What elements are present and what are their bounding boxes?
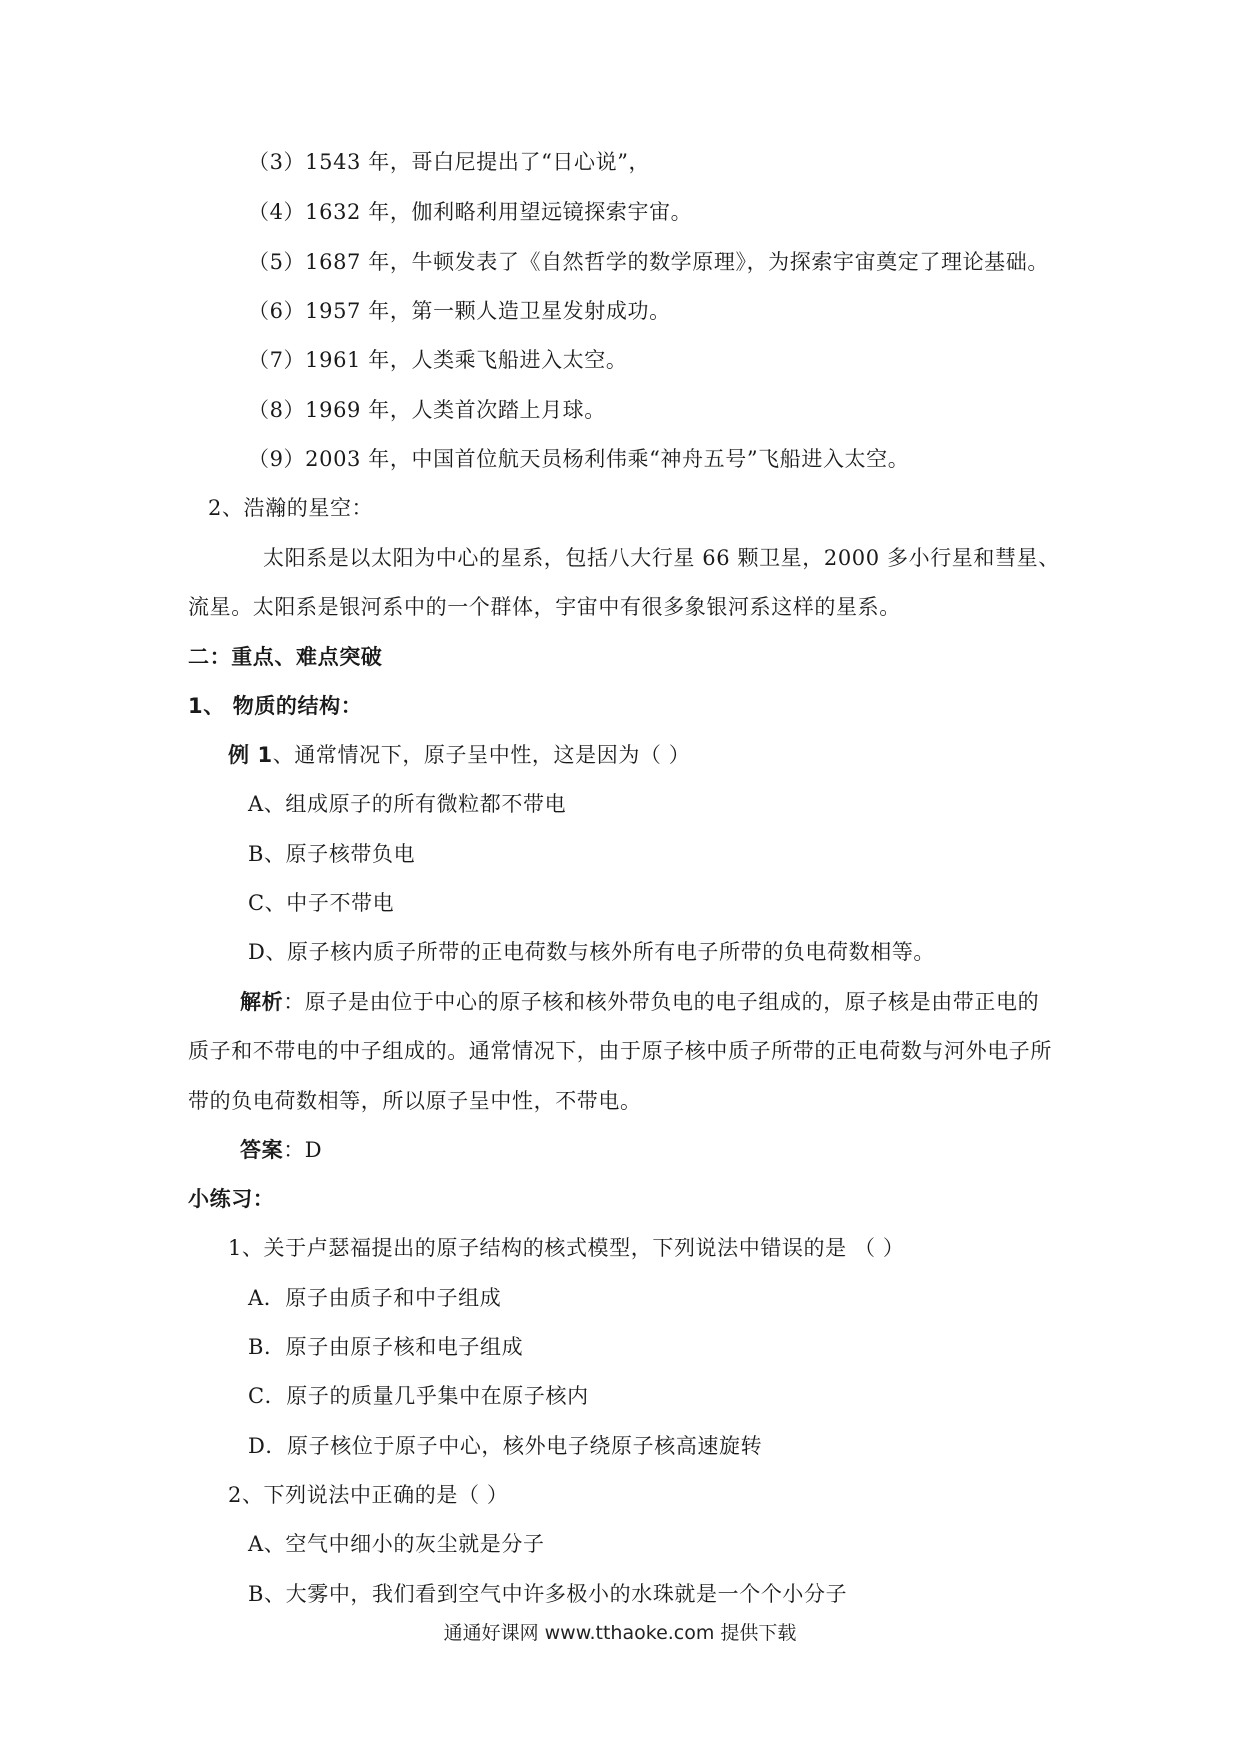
practice-option: D．原子核位于原子中心，核外电子绕原子核高速旋转 bbox=[248, 1434, 763, 1458]
analysis-line: 质子和不带电的中子组成的。通常情况下，由于原子核中质子所带的正电荷数与河外电子所 bbox=[188, 1039, 1052, 1063]
analysis-line bbox=[240, 988, 1039, 1016]
answer-value: ：D bbox=[283, 1138, 323, 1162]
example-option: A、组成原子的所有微粒都不带电 bbox=[248, 792, 567, 816]
history-item: （5）1687 年，牛顿发表了《自然哲学的数学原理》，为探索宇宙奠定了理论基础。 bbox=[248, 250, 1049, 274]
practice-question: 1、关于卢瑟福提出的原子结构的核式模型，下列说法中错误的是 （ ） bbox=[228, 1236, 905, 1260]
example-question bbox=[228, 741, 690, 769]
starry-sky-paragraph-line: 流星。太阳系是银河系中的一个群体，宇宙中有很多象银河系这样的星系。 bbox=[188, 595, 901, 619]
analysis-line: 带的负电荷数相等，所以原子呈中性，不带电。 bbox=[188, 1089, 642, 1113]
analysis-label: 解析 bbox=[240, 990, 284, 1014]
history-item: （8）1969 年，人类首次踏上月球。 bbox=[248, 398, 606, 422]
practice-option: A．原子由质子和中子组成 bbox=[248, 1286, 502, 1310]
section-heading: 二：重点、难点突破 bbox=[188, 645, 383, 669]
example-label: 例 1 bbox=[228, 743, 273, 767]
history-item: （6）1957 年，第一颗人造卫星发射成功。 bbox=[248, 299, 671, 323]
practice-option: A、空气中细小的灰尘就是分子 bbox=[248, 1532, 545, 1556]
starry-sky-paragraph-line: 太阳系是以太阳为中心的星系，包括八大行星 66 颗卫星，2000 多小行星和彗星、 bbox=[263, 546, 1060, 570]
practice-option: B．原子由原子核和电子组成 bbox=[248, 1335, 524, 1359]
starry-sky-heading: 2、浩瀚的星空： bbox=[208, 496, 374, 520]
history-item: （9）2003 年，中国首位航天员杨利伟乘“神舟五号”飞船进入太空。 bbox=[248, 447, 910, 471]
practice-option: C．原子的质量几乎集中在原子核内 bbox=[248, 1384, 589, 1408]
example-option: B、原子核带负电 bbox=[248, 842, 416, 866]
practice-option: B、大雾中，我们看到空气中许多极小的水珠就是一个个小分子 bbox=[248, 1582, 848, 1606]
example-option: C、中子不带电 bbox=[248, 891, 395, 915]
history-item: （3）1543 年，哥白尼提出了“日心说”， bbox=[248, 150, 651, 174]
page-footer: 通通好课网 www.tthaoke.com 提供下载 bbox=[443, 1622, 797, 1644]
example-question-text: 、通常情况下，原子呈中性，这是因为（ ） bbox=[272, 743, 691, 767]
analysis-text: ：原子是由位于中心的原子核和核外带负电的电子组成的，原子核是由带正电的 bbox=[283, 990, 1040, 1014]
answer-label: 答案 bbox=[240, 1138, 284, 1162]
practice-question: 2、下列说法中正确的是（ ） bbox=[228, 1483, 509, 1507]
example-option: D、原子核内质子所带的正电荷数与核外所有电子所带的负电荷数相等。 bbox=[248, 940, 936, 964]
history-item: （4）1632 年，伽利略利用望远镜探索宇宙。 bbox=[248, 200, 693, 224]
practice-heading: 小练习： bbox=[188, 1187, 275, 1211]
subsection-heading: 1、 物质的结构： bbox=[188, 694, 363, 718]
history-item: （7）1961 年，人类乘飞船进入太空。 bbox=[248, 348, 628, 372]
answer-line bbox=[240, 1136, 322, 1164]
